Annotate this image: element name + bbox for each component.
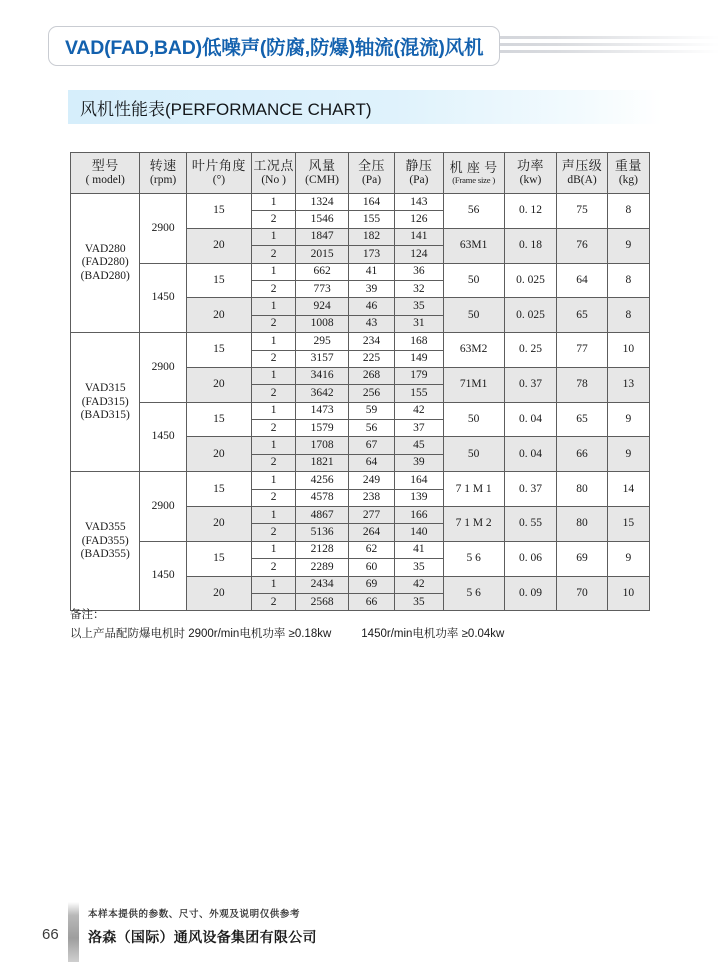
column-header-en: (No ) (261, 173, 286, 186)
table-row (71, 541, 650, 558)
cell-total-pressure: 238 (348, 489, 394, 506)
cell-blade-angle: 20 (186, 298, 251, 333)
cell-power: 0. 025 (504, 263, 557, 298)
model-line: (BAD280) (80, 269, 130, 282)
cell-weight: 8 (607, 298, 649, 333)
cell-blade-angle: 15 (186, 541, 251, 576)
cell-weight: 9 (607, 437, 649, 472)
cell-power: 0. 04 (504, 402, 557, 437)
cell-total-pressure: 155 (348, 211, 394, 228)
column-header-en: (rpm) (150, 173, 177, 186)
cell-total-pressure: 41 (348, 263, 394, 280)
table-column-header-3 (252, 153, 296, 194)
cell-blade-angle: 20 (186, 576, 251, 611)
cell-total-pressure: 182 (348, 228, 394, 245)
cell-frame-size: 56 (443, 194, 504, 229)
cell-blade-angle: 15 (186, 472, 251, 507)
cell-weight: 15 (607, 507, 649, 542)
cell-air-flow: 924 (296, 298, 349, 315)
cell-weight: 8 (607, 263, 649, 298)
cell-point-no: 1 (252, 507, 296, 524)
column-header-en: (Pa) (409, 173, 429, 186)
cell-air-flow: 2128 (296, 541, 349, 558)
cell-total-pressure: 39 (348, 280, 394, 297)
table-column-header-5 (348, 153, 394, 194)
model-line: (FAD280) (81, 256, 129, 269)
cell-point-no: 2 (252, 280, 296, 297)
cell-blade-angle: 15 (186, 402, 251, 437)
cell-static-pressure: 164 (395, 472, 443, 489)
page-footer (0, 896, 720, 966)
cell-static-pressure: 124 (395, 246, 443, 263)
notes-label: 备注： (70, 609, 105, 621)
cell-frame-size: 63M2 (443, 333, 504, 368)
cell-noise-level: 77 (557, 333, 608, 368)
cell-air-flow: 1821 (296, 454, 349, 471)
cell-point-no: 1 (252, 298, 296, 315)
cell-static-pressure: 31 (395, 315, 443, 332)
table-column-header-7 (443, 153, 504, 194)
cell-static-pressure: 36 (395, 263, 443, 280)
notes-text-2900: 以上产品配防爆电机时 2900r/min电机功率 ≥0.18kw (70, 627, 332, 640)
cell-static-pressure: 179 (395, 367, 443, 384)
cell-point-no: 2 (252, 454, 296, 471)
column-header-cn: 型号 (91, 157, 119, 173)
cell-air-flow: 3416 (296, 367, 349, 384)
cell-air-flow: 1473 (296, 402, 349, 419)
cell-total-pressure: 60 (348, 559, 394, 576)
cell-blade-angle: 20 (186, 507, 251, 542)
cell-power: 0. 18 (504, 228, 557, 263)
model-line: (BAD355) (80, 547, 130, 560)
table-column-header-10 (607, 153, 649, 194)
cell-static-pressure: 141 (395, 228, 443, 245)
cell-total-pressure: 225 (348, 350, 394, 367)
cell-static-pressure: 168 (395, 333, 443, 350)
cell-weight: 13 (607, 367, 649, 402)
column-header-cn: 叶片角度 (191, 157, 246, 173)
cell-air-flow: 295 (296, 333, 349, 350)
cell-weight: 9 (607, 228, 649, 263)
cell-point-no: 2 (252, 420, 296, 437)
cell-air-flow: 662 (296, 263, 349, 280)
model-line: VAD355 (84, 521, 126, 534)
cell-total-pressure: 268 (348, 367, 394, 384)
cell-blade-angle: 20 (186, 437, 251, 472)
footer-accent-bar (68, 902, 79, 962)
cell-total-pressure: 62 (348, 541, 394, 558)
cell-air-flow: 1847 (296, 228, 349, 245)
cell-air-flow: 3157 (296, 350, 349, 367)
cell-power: 0. 06 (504, 541, 557, 576)
cell-power: 0. 37 (504, 472, 557, 507)
model-line: VAD315 (84, 382, 126, 395)
cell-weight: 10 (607, 333, 649, 368)
column-header-cn: 转速 (149, 157, 177, 173)
cell-power: 0. 12 (504, 194, 557, 229)
table-row (71, 333, 650, 350)
cell-static-pressure: 126 (395, 211, 443, 228)
cell-static-pressure: 166 (395, 507, 443, 524)
column-header-en: dB(A) (567, 173, 597, 186)
cell-total-pressure: 56 (348, 420, 394, 437)
cell-air-flow: 1008 (296, 315, 349, 332)
cell-weight: 9 (607, 402, 649, 437)
cell-static-pressure: 35 (395, 298, 443, 315)
cell-total-pressure: 256 (348, 385, 394, 402)
cell-noise-level: 78 (557, 367, 608, 402)
footer-company-name: 洛森（国际）通风设备集团有限公司 (88, 929, 317, 945)
cell-point-no: 1 (252, 228, 296, 245)
cell-air-flow: 4867 (296, 507, 349, 524)
cell-noise-level: 70 (557, 576, 608, 611)
table-row (71, 402, 650, 419)
cell-total-pressure: 277 (348, 507, 394, 524)
page-number: 66 (42, 926, 59, 943)
cell-frame-size: 50 (443, 402, 504, 437)
table-body (71, 194, 650, 611)
column-header-en: (Frame size ) (452, 174, 495, 185)
column-header-en: (°) (212, 173, 226, 186)
cell-rpm: 2900 (140, 333, 186, 403)
cell-air-flow: 1324 (296, 194, 349, 211)
column-header-cn: 机 座 号 (449, 159, 498, 175)
cell-total-pressure: 173 (348, 246, 394, 263)
notes-body (70, 625, 670, 644)
cell-point-no: 2 (252, 315, 296, 332)
cell-point-no: 2 (252, 524, 296, 541)
cell-weight: 10 (607, 576, 649, 611)
cell-blade-angle: 20 (186, 228, 251, 263)
cell-point-no: 2 (252, 489, 296, 506)
cell-static-pressure: 140 (395, 524, 443, 541)
cell-static-pressure: 42 (395, 402, 443, 419)
cell-noise-level: 76 (557, 228, 608, 263)
table-header-row (71, 153, 650, 194)
column-header-en: ( model) (85, 173, 125, 186)
cell-air-flow: 1708 (296, 437, 349, 454)
cell-air-flow: 5136 (296, 524, 349, 541)
cell-frame-size: 50 (443, 437, 504, 472)
cell-point-no: 2 (252, 385, 296, 402)
cell-static-pressure: 32 (395, 280, 443, 297)
cell-point-no: 2 (252, 211, 296, 228)
cell-static-pressure: 37 (395, 420, 443, 437)
cell-static-pressure: 39 (395, 454, 443, 471)
model-line: (FAD355) (81, 534, 129, 547)
column-header-en: (CMH) (305, 173, 339, 186)
cell-air-flow: 1546 (296, 211, 349, 228)
cell-rpm: 2900 (140, 472, 186, 542)
cell-total-pressure: 249 (348, 472, 394, 489)
cell-static-pressure: 35 (395, 593, 443, 610)
cell-noise-level: 65 (557, 298, 608, 333)
cell-noise-level: 69 (557, 541, 608, 576)
cell-point-no: 1 (252, 472, 296, 489)
page-header (0, 26, 720, 72)
cell-frame-size: 63M1 (443, 228, 504, 263)
performance-chart-table (70, 152, 650, 611)
column-header-cn: 重量 (614, 157, 642, 173)
cell-rpm: 1450 (140, 263, 186, 333)
cell-air-flow: 3642 (296, 385, 349, 402)
table-row (71, 263, 650, 280)
cell-point-no: 1 (252, 402, 296, 419)
cell-static-pressure: 42 (395, 576, 443, 593)
cell-point-no: 2 (252, 350, 296, 367)
footer-text-group (88, 906, 317, 947)
section-subtitle: 风机性能表(PERFORMANCE CHART) (80, 99, 372, 119)
cell-frame-size: 5 6 (443, 541, 504, 576)
cell-total-pressure: 67 (348, 437, 394, 454)
cell-power: 0. 25 (504, 333, 557, 368)
cell-static-pressure: 35 (395, 559, 443, 576)
cell-static-pressure: 45 (395, 437, 443, 454)
cell-air-flow: 2434 (296, 576, 349, 593)
column-header-en: (Pa) (361, 173, 382, 186)
cell-static-pressure: 149 (395, 350, 443, 367)
cell-total-pressure: 164 (348, 194, 394, 211)
cell-static-pressure: 143 (395, 194, 443, 211)
cell-frame-size: 50 (443, 298, 504, 333)
cell-weight: 14 (607, 472, 649, 507)
cell-rpm: 1450 (140, 541, 186, 611)
column-header-cn: 工况点 (253, 157, 294, 173)
cell-weight: 9 (607, 541, 649, 576)
cell-total-pressure: 64 (348, 454, 394, 471)
page-title: VAD(FAD,BAD)低噪声(防腐,防爆)轴流(混流)风机 (65, 37, 484, 59)
table-column-header-8 (504, 153, 557, 194)
column-header-en: (kg) (618, 173, 638, 186)
cell-air-flow: 4578 (296, 489, 349, 506)
model-line: (FAD315) (81, 395, 129, 408)
cell-air-flow: 2289 (296, 559, 349, 576)
cell-total-pressure: 43 (348, 315, 394, 332)
cell-blade-angle: 15 (186, 194, 251, 229)
performance-chart-table-wrapper (70, 152, 650, 611)
cell-point-no: 2 (252, 246, 296, 263)
cell-frame-size: 7 1 M 1 (443, 472, 504, 507)
table-column-header-0 (71, 153, 140, 194)
cell-point-no: 2 (252, 559, 296, 576)
cell-air-flow: 2015 (296, 246, 349, 263)
cell-air-flow: 4256 (296, 472, 349, 489)
cell-model (71, 472, 140, 611)
cell-rpm: 2900 (140, 194, 186, 264)
cell-frame-size: 5 6 (443, 576, 504, 611)
cell-air-flow: 1579 (296, 420, 349, 437)
table-column-header-1 (140, 153, 186, 194)
table-notes (70, 606, 670, 644)
cell-total-pressure: 234 (348, 333, 394, 350)
cell-noise-level: 75 (557, 194, 608, 229)
cell-point-no: 1 (252, 437, 296, 454)
cell-power: 0. 04 (504, 437, 557, 472)
cell-noise-level: 80 (557, 507, 608, 542)
section-subtitle-bar (68, 90, 662, 124)
table-header (71, 153, 650, 194)
column-header-cn: 静压 (405, 157, 433, 173)
cell-blade-angle: 15 (186, 333, 251, 368)
cell-frame-size: 71M1 (443, 367, 504, 402)
column-header-cn: 功率 (516, 157, 544, 173)
cell-point-no: 1 (252, 541, 296, 558)
cell-point-no: 2 (252, 593, 296, 610)
cell-power: 0. 37 (504, 367, 557, 402)
cell-air-flow: 773 (296, 280, 349, 297)
cell-power: 0. 55 (504, 507, 557, 542)
cell-total-pressure: 66 (348, 593, 394, 610)
cell-model (71, 194, 140, 333)
cell-static-pressure: 139 (395, 489, 443, 506)
cell-noise-level: 65 (557, 402, 608, 437)
cell-total-pressure: 59 (348, 402, 394, 419)
cell-total-pressure: 46 (348, 298, 394, 315)
column-header-cn: 声压级 (561, 157, 603, 173)
cell-static-pressure: 155 (395, 385, 443, 402)
column-header-cn: 全压 (358, 157, 386, 173)
column-header-en: (kw) (519, 173, 542, 186)
cell-blade-angle: 15 (186, 263, 251, 298)
cell-total-pressure: 69 (348, 576, 394, 593)
table-column-header-6 (395, 153, 443, 194)
model-line: (BAD315) (80, 408, 130, 421)
notes-text-1450: 1450r/min电机功率 ≥0.04kw (361, 627, 505, 640)
footer-disclaimer: 本样本提供的参数、尺寸、外观及说明仅供参考 (88, 909, 301, 920)
cell-point-no: 1 (252, 194, 296, 211)
cell-frame-size: 50 (443, 263, 504, 298)
table-row (71, 194, 650, 211)
cell-rpm: 1450 (140, 402, 186, 472)
product-title-pill (48, 26, 500, 66)
column-header-cn: 风量 (308, 157, 336, 173)
cell-noise-level: 80 (557, 472, 608, 507)
cell-total-pressure: 264 (348, 524, 394, 541)
cell-frame-size: 7 1 M 2 (443, 507, 504, 542)
cell-weight: 8 (607, 194, 649, 229)
cell-point-no: 1 (252, 367, 296, 384)
cell-noise-level: 64 (557, 263, 608, 298)
table-column-header-4 (296, 153, 349, 194)
table-column-header-2 (186, 153, 251, 194)
cell-power: 0. 025 (504, 298, 557, 333)
model-line: VAD280 (84, 243, 126, 256)
cell-power: 0. 09 (504, 576, 557, 611)
table-column-header-9 (557, 153, 608, 194)
cell-noise-level: 66 (557, 437, 608, 472)
cell-point-no: 1 (252, 263, 296, 280)
cell-air-flow: 2568 (296, 593, 349, 610)
cell-blade-angle: 20 (186, 367, 251, 402)
cell-model (71, 333, 140, 472)
cell-static-pressure: 41 (395, 541, 443, 558)
table-row (71, 472, 650, 489)
cell-point-no: 1 (252, 576, 296, 593)
cell-point-no: 1 (252, 333, 296, 350)
